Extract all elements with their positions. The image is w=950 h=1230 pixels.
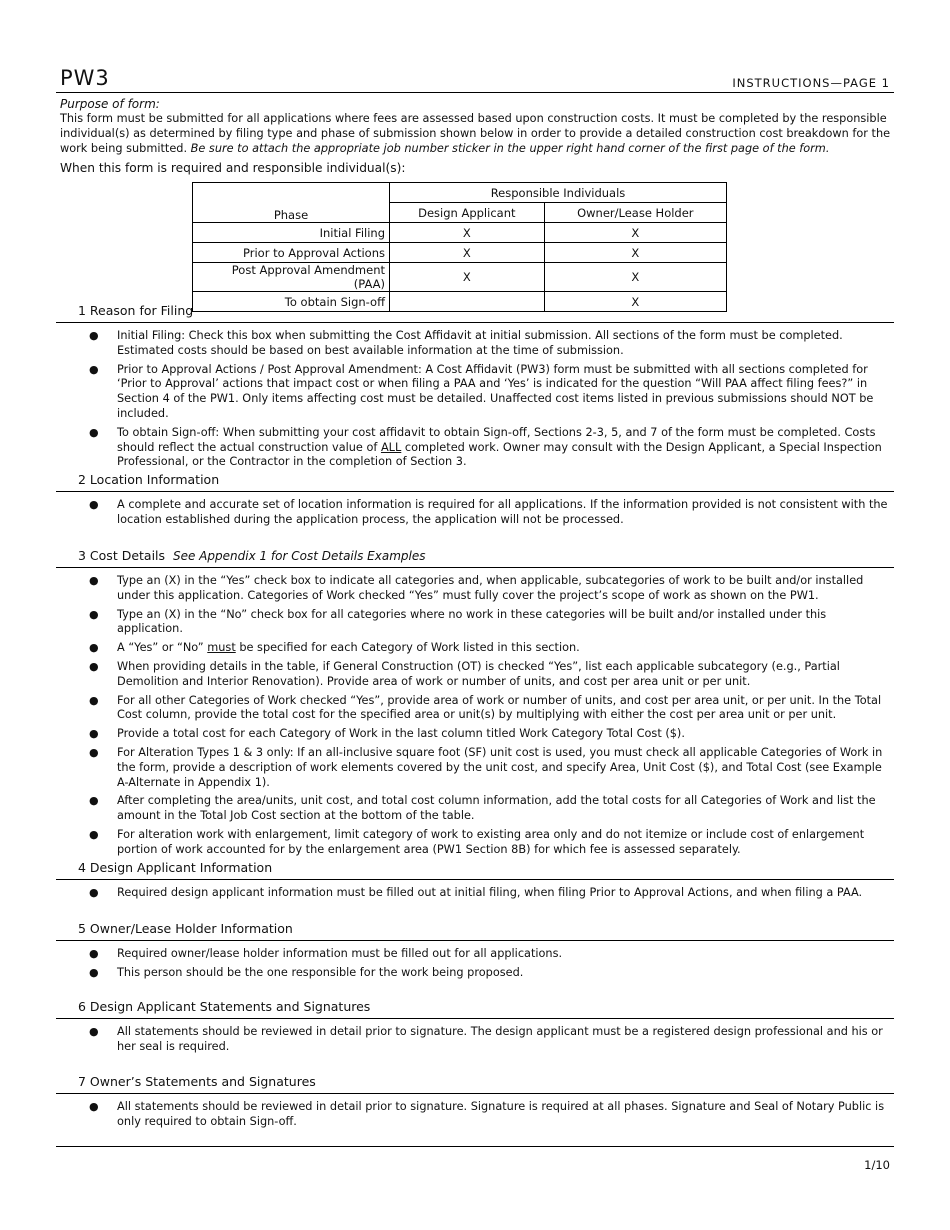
item-text: All statements should be reviewed in detail prior to signature. The design applicant must be a registered design professional and his or her seal is required.: [117, 1025, 883, 1053]
purpose-text: This form must be submitted for all applications where fees are assessed based upon construction costs. It must be completed by the responsible individual(s) as determined by filing type and phase of submission shown below in order to provide a detailed construction cost breakdown for the work being submitted.: [60, 112, 891, 155]
list-item: ● All statements should be reviewed in detail prior to signature. Signature is required at all phases. Signature and Seal of Notary Public is only required to obtain Sign-off.: [89, 1100, 885, 1128]
list-item: ● Initial Filing: Check this box when submitting the Cost Affidavit at initial submission. All sections of the form must be completed. Estimated costs should be based on best available information at the time of submission.: [89, 329, 843, 357]
list-item: ● Type an (X) in the “Yes” check box to indicate all categories and, when applicable, subcategories of work to be built and/or installed under this application. Categories of Work checked “Yes” must fully cover the project’s scope of work as shown on the PW1.: [89, 574, 864, 602]
page-label: INSTRUCTIONS—PAGE 1: [732, 76, 890, 90]
list-item: ● Provide a total cost for each Category of Work in the last column titled Work Category Total Cost ($).: [89, 727, 685, 741]
item-text: Type an (X) in the “No” check box for all categories where no work in these categories will be built and/or installed under this application.: [117, 607, 827, 636]
footer-divider: [56, 1146, 894, 1147]
phase-cell: Initial Filing: [193, 223, 390, 243]
item-text-post: completed work. Owner may consult with the Design Applicant, a Special Inspection Professional, or the Contractor in the completion of Section 3.: [117, 440, 882, 469]
section-title: 2 Location Information: [56, 471, 894, 492]
item-text-pre: To obtain Sign-off: When submitting your cost affidavit to obtain Sign-off, Sections 2-3, 5, and 7 of the form must be completed. Costs should reflect the actual construction value of: [117, 425, 876, 454]
section-subtitle: See Appendix 1 for Cost Details Examples: [172, 549, 426, 563]
list-item: ● Required owner/lease holder information must be filled out for all applications.: [89, 947, 563, 960]
item-text: Required owner/lease holder information must be filled out for all applications.: [117, 947, 563, 960]
phase-cell: Prior to Approval Actions: [193, 243, 390, 263]
purpose-title: Purpose of form:: [60, 97, 160, 111]
list-item: ● For Alteration Types 1 & 3 only: If an all-inclusive square foot (SF) unit cost is used, you must check all applicable Categories of Work in the form, provide a description of work elements covered by the unit cost, and specify Area, Unit Cost ($), and Total Cost (see Example A-Alternate in Appendix 1).: [89, 745, 883, 789]
list-item: ● To obtain Sign-off: When submitting your cost affidavit to obtain Sign-off, Sections 2-3, 5, and 7 of the form must be completed. Costs should reflect the actual construction value of ALL completed work. Owner may consult with the Design Applicant, a Special Inspection Professional, or the Contractor in the completion of Section 3.: [89, 425, 882, 469]
list-item: ● A complete and accurate set of location information is required for all applications. If the information provided is not consistent with the location established during the application process, the application will not be processed.: [89, 498, 888, 526]
list-item: ● All statements should be reviewed in detail prior to signature. The design applicant must be a registered design professional and his or her seal is required.: [89, 1025, 883, 1053]
col-design-applicant: Design Applicant: [390, 203, 545, 223]
list-item: ● After completing the area/units, unit cost, and total cost column information, add the total costs for all Categories of Work and list the amount in the Total Job Cost section at the bottom of the table.: [89, 794, 876, 823]
page-header: [56, 66, 894, 93]
section-reason-for-filing: [56, 302, 894, 474]
list-item: ● A “Yes” or “No” must be specified for each Category of Work listed in this section.: [89, 641, 580, 655]
col-owner: Owner/Lease Holder: [544, 203, 726, 223]
list-item: ● Type an (X) in the “No” check box for all categories where no work in these categories will be built and/or installed under this application.: [89, 607, 827, 636]
when-text: When this form is required and responsible individual(s):: [60, 161, 406, 175]
section-design-applicant-statements: [56, 998, 894, 1059]
list-item: ● Required design applicant information must be filled out at initial filing, when filing Prior to Approval Actions, and when filing a PAA.: [89, 886, 863, 899]
section-location-information: [56, 471, 894, 532]
list-item: ● Prior to Approval Actions / Post Approval Amendment: A Cost Affidavit (PW3) form must be submitted with all sections completed for ‘Prior to Approval’ actions that impact cost or when filing a PAA and ‘Yes’ is indicated for the question “Will PAA affect filing fees?” in Section 4 of the PW1. Only items affecting cost must be detailed. Unaffected cost items listed in previous submissions should NOT be included.: [89, 362, 874, 420]
item-text: A complete and accurate set of location information is required for all applications. If the information provided is not consistent with the location established during the application process, the application will not be processed.: [117, 498, 888, 526]
item-text: All statements should be reviewed in detail prior to signature. Signature is required at all phases. Signature and Seal of Notary Public is only required to obtain Sign-off.: [117, 1100, 885, 1128]
list-item: ● This person should be the one responsible for the work being proposed.: [89, 965, 524, 979]
section-cost-details: [56, 547, 894, 862]
item-text: Type an (X) in the “Yes” check box to indicate all categories and, when applicable, subcategories of work to be built and/or installed under this application. Categories of Work checked “Yes” must fully cover the project’s scope of work as shown on the PW1.: [117, 574, 864, 602]
item-text: Required design applicant information must be filled out at initial filing, when filing Prior to Approval Actions, and when filing a PAA.: [117, 886, 863, 899]
item-text: For Alteration Types 1 & 3 only: If an all-inclusive square foot (SF) unit cost is used, you must check all applicable Categories of Work in the form, provide a description of work elements covered by the unit cost, and specify Area, Unit Cost ($), and Total Cost (see Example A-Alternate in Appendix 1).: [117, 745, 883, 789]
list-item: ● For alteration work with enlargement, limit category of work to existing area only and do not itemize or include cost of enlargement portion of work accounted for by the enlargement area (PW1 Section 8B) for which fee is assessed separately.: [89, 827, 865, 856]
owner-cell: X: [544, 243, 726, 263]
item-text: Prior to Approval Actions / Post Approval Amendment: A Cost Affidavit (PW3) form must be submitted with all sections completed for ‘Prior to Approval’ actions that impact cost or when filing a PAA and ‘Yes’ is indicated for the question “Will PAA affect filing fees?” in Section 4 of the PW1. Only items affecting cost must be detailed. Unaffected cost items listed in previous submissions should NOT be included.: [117, 362, 874, 420]
item-text-underlined: must: [207, 641, 236, 655]
section-title: 5 Owner/Lease Holder Information: [56, 920, 894, 941]
responsibility-table: [192, 182, 727, 312]
item-text-post: be specified for each Category of Work listed in this section.: [235, 641, 580, 655]
section-title: [56, 547, 894, 568]
phase-header: Phase: [193, 183, 390, 223]
list-item: ● For all other Categories of Work checked “Yes”, provide area of work or number of units, and cost per area unit, or per unit. In the Total Cost column, provide the total cost for the specified area or unit(s) by multiplying with either the cost per area unit or per unit.: [89, 693, 882, 722]
item-text: For all other Categories of Work checked “Yes”, provide area of work or number of units, and cost per area unit, or per unit. In the Total Cost column, provide the total cost for the specified area or unit(s) by multiplying with either the cost per area unit or per unit.: [117, 693, 882, 722]
section-title: 1 Reason for Filing: [56, 302, 894, 323]
item-text: This person should be the one responsible for the work being proposed.: [117, 965, 524, 979]
design-cell: X: [390, 263, 545, 292]
table-row: [193, 243, 727, 263]
owner-cell: X: [544, 223, 726, 243]
page-number: 1/10: [864, 1158, 890, 1172]
owner-cell: X: [544, 292, 726, 312]
purpose-note: Be sure to attach the appropriate job number sticker in the upper right hand corner of the first page of the form.: [190, 142, 830, 155]
form-id: PW3: [60, 66, 110, 90]
item-text: When providing details in the table, if General Construction (OT) is checked “Yes”, list each applicable subcategory (e.g., Partial Demolition and Interior Renovation). Provide area of work or number of units, and cost per area unit or per unit.: [117, 659, 840, 688]
phase-cell: To obtain Sign-off: [193, 292, 390, 312]
item-text: For alteration work with enlargement, limit category of work to existing area only and do not itemize or include cost of enlargement portion of work accounted for by the enlargement area (PW1 Section 8B) for which fee is assessed separately.: [117, 827, 865, 856]
table-row: [193, 223, 727, 243]
item-text-underlined: ALL: [380, 440, 402, 454]
section-title-text: 3 Cost Details: [78, 548, 166, 563]
section-title: 7 Owner’s Statements and Signatures: [56, 1073, 894, 1094]
owner-cell: X: [544, 263, 726, 292]
section-design-applicant-information: [56, 859, 894, 905]
section-title: 4 Design Applicant Information: [56, 859, 894, 880]
design-cell: X: [390, 223, 545, 243]
section-owner-statements: [56, 1073, 894, 1134]
design-cell: X: [390, 243, 545, 263]
list-item: ● When providing details in the table, if General Construction (OT) is checked “Yes”, list each applicable subcategory (e.g., Partial Demolition and Interior Renovation). Provide area of work or number of units, and cost per area unit or per unit.: [89, 659, 840, 688]
purpose-body: [60, 111, 894, 156]
section-owner-information: [56, 920, 894, 985]
document-page: [56, 0, 894, 1230]
responsible-header: Responsible Individuals: [390, 183, 727, 203]
item-text: After completing the area/units, unit cost, and total cost column information, add the total costs for all Categories of Work and list the amount in the Total Job Cost section at the bottom of the table.: [117, 794, 876, 823]
table-row: [193, 263, 727, 292]
item-text-pre: A “Yes” or “No”: [117, 641, 208, 655]
phase-cell: Post Approval Amendment (PAA): [193, 263, 390, 292]
item-text: Initial Filing: Check this box when submitting the Cost Affidavit at initial submission. All sections of the form must be completed. Estimated costs should be based on best available information at the time of submission.: [117, 329, 843, 357]
item-text: Provide a total cost for each Category of Work in the last column titled Work Category Total Cost ($).: [117, 727, 685, 741]
section-title: 6 Design Applicant Statements and Signatures: [56, 998, 894, 1019]
